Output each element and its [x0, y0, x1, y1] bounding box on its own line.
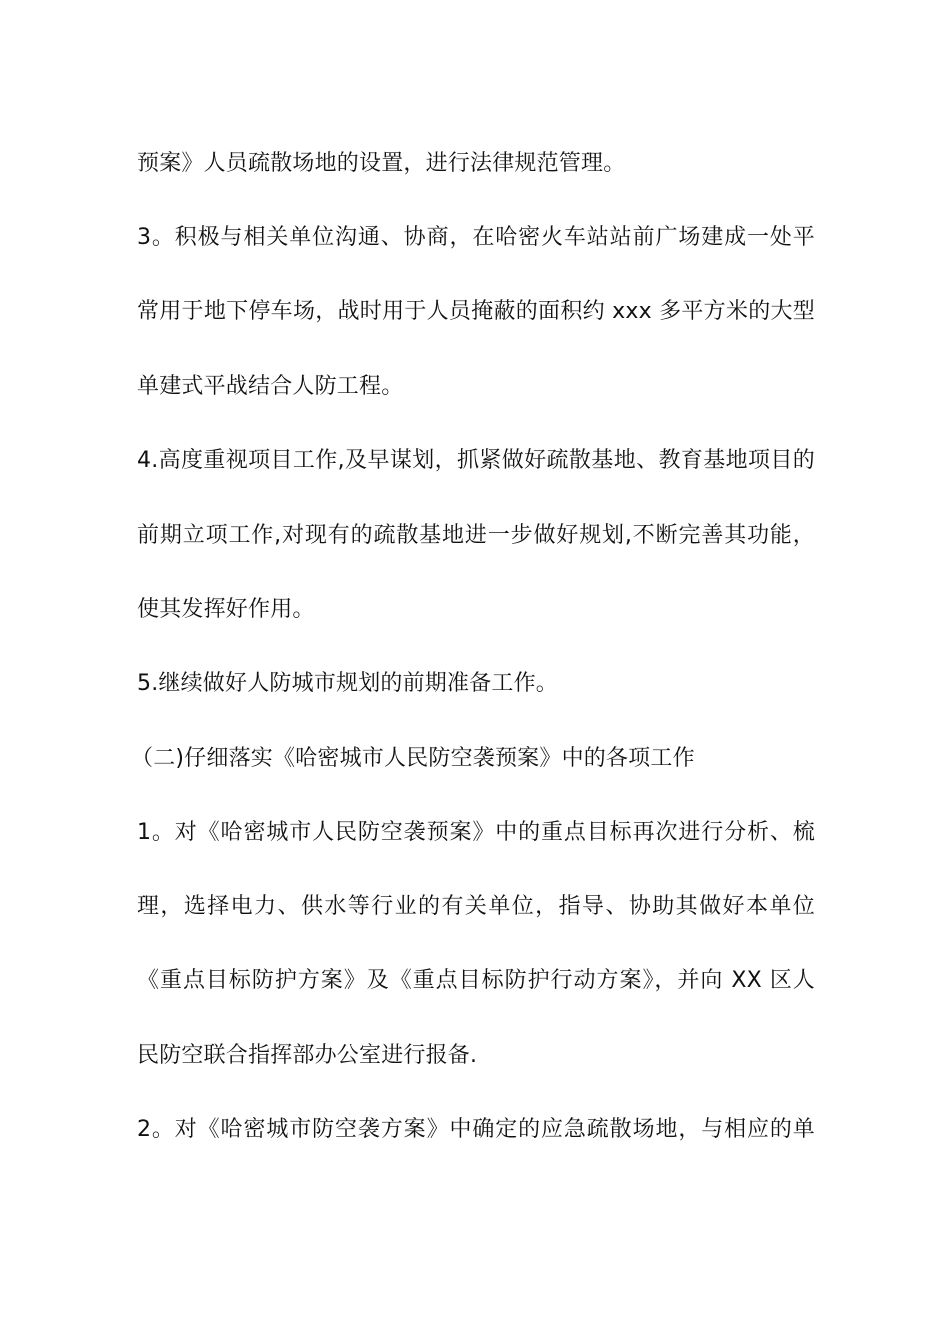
- paragraph-line: 理，选择电力、供水等行业的有关单位，指导、协助其做好本单位: [137, 894, 815, 919]
- paragraph-line: 1。对《哈密城市人民防空袭预案》中的重点目标再次进行分析、梳: [137, 820, 815, 845]
- paragraph-line: 单建式平战结合人防工程。: [137, 374, 404, 399]
- section-heading: （二)仔细落实《哈密城市人民防空袭预案》中的各项工作: [131, 746, 695, 771]
- paragraph-line: 使其发挥好作用。: [137, 597, 315, 622]
- paragraph-line: 常用于地下停车场，战时用于人员掩蔽的面积约 xxx 多平方米的大型: [137, 299, 815, 324]
- paragraph-line: 5.继续做好人防城市规划的前期准备工作。: [137, 671, 558, 696]
- paragraph-line: 前期立项工作,对现有的疏散基地进一步做好规划,不断完善其功能，: [137, 523, 815, 548]
- paragraph-line: 预案》人员疏散场地的设置，进行法律规范管理。: [137, 151, 626, 176]
- paragraph-line: 民防空联合指挥部办公室进行报备.: [137, 1043, 478, 1068]
- paragraph-line: 《重点目标防护方案》及《重点目标防护行动方案》，并向 XX 区人: [137, 968, 815, 993]
- paragraph-line: 3。积极与相关单位沟通、协商，在哈密火车站站前广场建成一处平: [137, 225, 815, 250]
- paragraph-line: 2。对《哈密城市防空袭方案》中确定的应急疏散场地，与相应的单: [137, 1117, 815, 1142]
- paragraph-line: 4.高度重视项目工作,及早谋划，抓紧做好疏散基地、教育基地项目的: [137, 448, 815, 473]
